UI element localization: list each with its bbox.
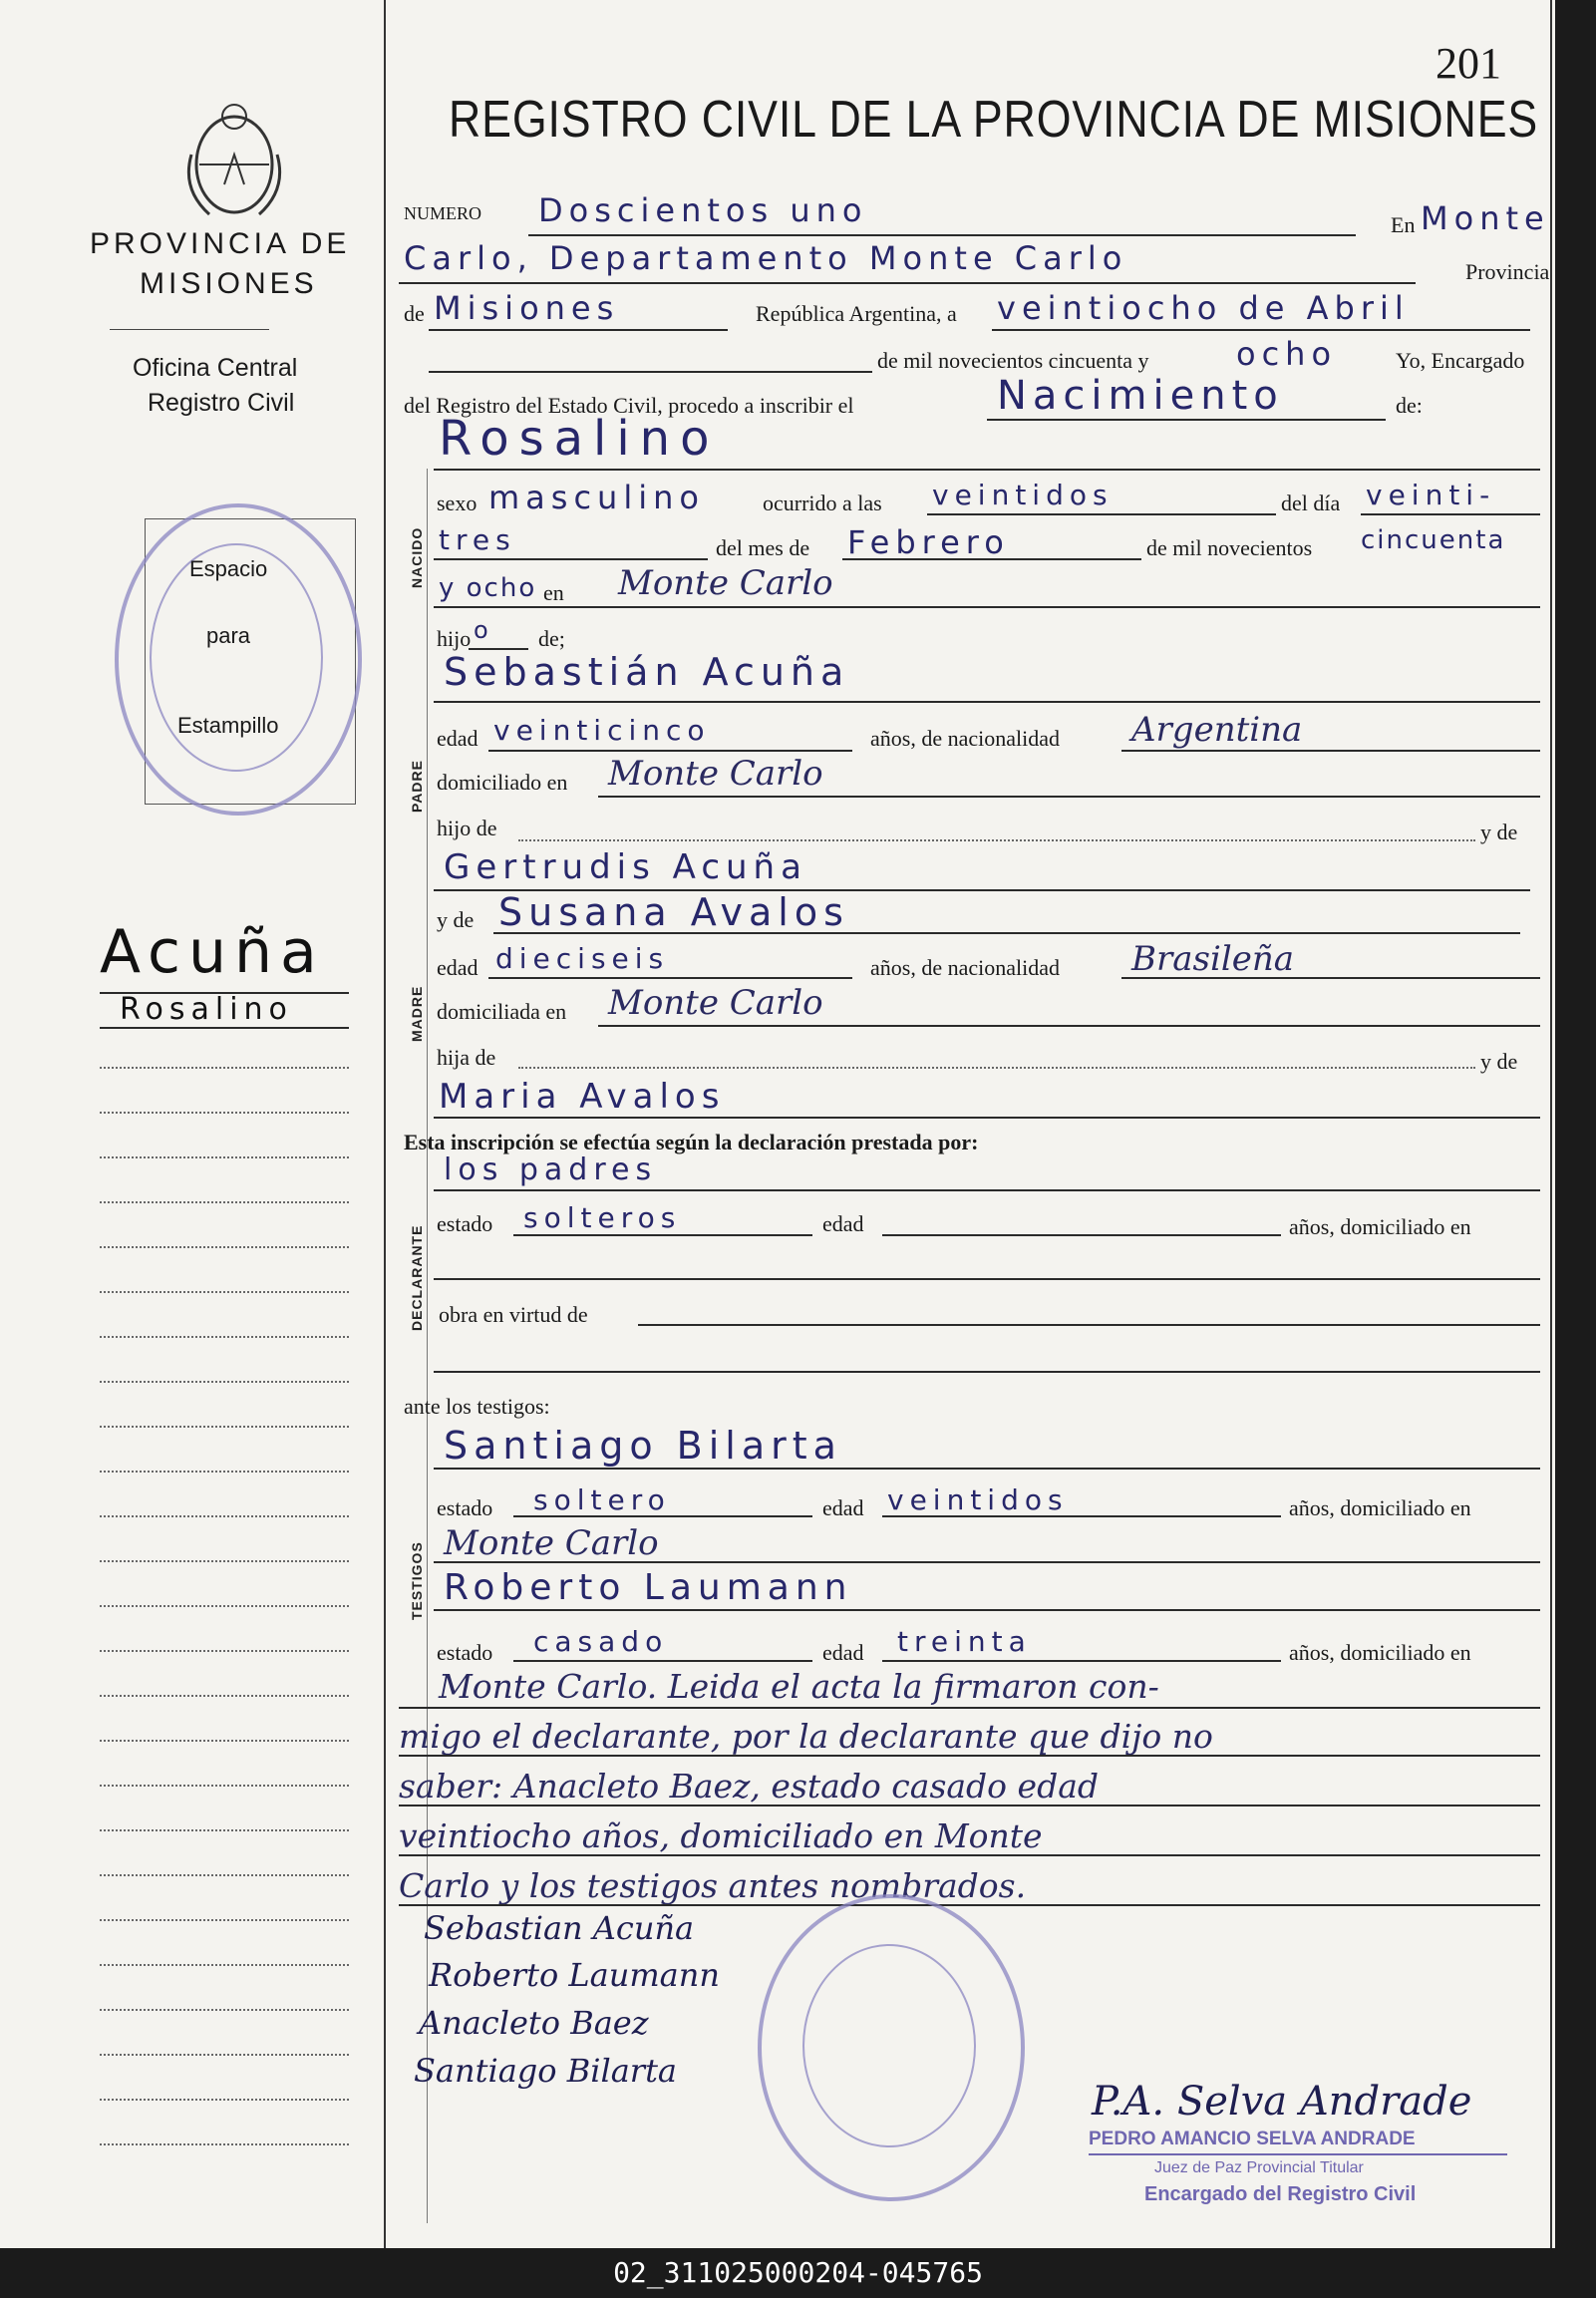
page-title: REGISTRO CIVIL DE LA PROVINCIA DE MISIONES: [449, 91, 1539, 149]
provincia-label: Provincia: [1465, 259, 1550, 284]
lugar-en-label: en: [543, 580, 564, 605]
sidebar-given-name: Rosalino: [120, 992, 293, 1027]
testigo1-edad-label: edad: [822, 1495, 864, 1520]
declarante-estado-value: solteros: [523, 1201, 682, 1234]
official-role: Juez de Paz Provincial Titular: [1154, 2159, 1364, 2176]
republica-label: República Argentina, a: [756, 301, 957, 326]
section-declarante: DECLARANTE: [409, 1224, 425, 1331]
sexo-value: masculino: [488, 479, 705, 516]
locality-value: Carlo, Departamento Monte Carlo: [404, 239, 1128, 277]
left-margin-line: [384, 0, 386, 2248]
sexo-label: sexo: [437, 491, 478, 515]
registro-label: del Registro del Estado Civil, procedo a inscribir el: [404, 393, 854, 418]
stamp-space-label-1: Espacio: [189, 556, 268, 581]
dia-value: veinti-: [1366, 479, 1496, 511]
madre-anios-label: años, de nacionalidad: [870, 955, 1060, 980]
padre-edad-label: edad: [437, 726, 479, 751]
padre-y-de-label: y de: [1480, 820, 1518, 844]
madre-nombre: Susana Avalos: [498, 890, 849, 934]
province-label: PROVINCIA DE: [90, 227, 351, 260]
mes-label: del mes de: [716, 535, 810, 560]
sidebar-ruling: [100, 1067, 349, 1069]
madre-y-de-label: y de: [437, 907, 475, 932]
official-office: Encargado del Registro Civil: [1144, 2183, 1417, 2205]
stamp-space-label-3: Estampillo: [177, 713, 279, 738]
de-colon-label: de:: [1396, 393, 1423, 418]
testigo2-edad-value: treinta: [897, 1625, 1032, 1658]
signature-witness1: Santiago Bilarta: [414, 2052, 677, 2090]
mes-value: Febrero: [847, 523, 1010, 561]
madre-edad-value: dieciseis: [495, 942, 670, 975]
testigo2-estado-value: casado: [533, 1625, 669, 1658]
madre-domicilio-label: domiciliada en: [437, 999, 567, 1024]
dia-value-cont: tres: [439, 523, 516, 556]
testigo1-anios-dom-label: años, domiciliado en: [1289, 1495, 1471, 1520]
testigo1-edad-value: veintidos: [887, 1483, 1069, 1516]
office-sublabel: Registro Civil: [148, 389, 295, 417]
right-margin-line: [1550, 0, 1552, 2248]
hijo-label: hijo: [437, 626, 472, 651]
office-label: Oficina Central: [133, 354, 298, 382]
madre-madre-nombre: Maria Avalos: [439, 1077, 726, 1117]
en-label: En: [1391, 212, 1416, 237]
padre-hijo-de-label: hijo de: [437, 816, 497, 840]
dia-label: del día: [1281, 491, 1341, 515]
registrant-name: Rosalino: [439, 411, 720, 467]
signature-declarant: Anacleto Baez: [419, 2004, 649, 2042]
remarks-line-5: Carlo y los testigos antes nombrados.: [399, 1866, 1027, 1905]
anio-value-cont: y ocho: [439, 573, 537, 603]
padre-nacionalidad: Argentina: [1131, 710, 1303, 750]
signature-father: Sebastian Acuña: [424, 1909, 695, 1947]
province-value: Misiones: [434, 289, 620, 327]
remarks-line-1: Monte Carlo. Leida el acta la firmaron con-: [439, 1667, 1159, 1706]
ante-testigos-label: ante los testigos:: [404, 1394, 550, 1419]
numero-value: Doscientos uno: [538, 191, 868, 229]
official-signature: P.A. Selva Andrade: [1092, 2079, 1472, 2125]
testigo1-nombre: Santiago Bilarta: [444, 1424, 842, 1468]
padre-madre-nombre: Gertrudis Acuña: [444, 847, 807, 887]
declarante-estado-label: estado: [437, 1211, 493, 1236]
padre-nombre: Sebastián Acuña: [444, 650, 850, 694]
section-padre: PADRE: [409, 760, 425, 813]
testigo1-domicilio: Monte Carlo: [444, 1523, 659, 1563]
padre-edad-value: veinticinco: [493, 714, 711, 747]
hora-value: veintidos: [932, 479, 1114, 511]
remarks-line-3: saber: Anacleto Baez, estado casado edad: [399, 1767, 1099, 1806]
signature-witness2: Roberto Laumann: [429, 1956, 720, 1994]
madre-nacionalidad: Brasileña: [1131, 939, 1294, 979]
official-name: PEDRO AMANCIO SELVA ANDRADE: [1089, 2129, 1416, 2149]
year-label: de mil novecientos cincuenta y: [877, 348, 1149, 373]
remarks-line-4: veintiocho años, domiciliado en Monte: [399, 1816, 1043, 1855]
ocurrido-label: ocurrido a las: [763, 491, 882, 515]
declarante-nombre: los padres: [444, 1152, 658, 1187]
section-madre: MADRE: [409, 985, 425, 1042]
madre-edad-label: edad: [437, 955, 479, 980]
padre-anios-label: años, de nacionalidad: [870, 726, 1060, 751]
section-nacido: NACIDO: [409, 526, 425, 588]
section-divider: [427, 469, 428, 2223]
section-testigos: TESTIGOS: [409, 1541, 425, 1620]
numero-label: NUMERO: [404, 203, 482, 223]
obra-label: obra en virtud de: [439, 1302, 588, 1327]
testigo2-nombre: Roberto Laumann: [444, 1567, 853, 1608]
madre-domicilio: Monte Carlo: [608, 983, 823, 1023]
testigo1-estado-value: soltero: [533, 1483, 671, 1516]
madre-hija-de-label: hija de: [437, 1045, 496, 1070]
declarante-anios-dom-label: años, domiciliado en: [1289, 1214, 1471, 1239]
hijo-value: o: [474, 616, 494, 644]
stamp-space-label-2: para: [206, 623, 251, 648]
coat-of-arms-icon: [179, 95, 289, 224]
padre-domicilio-label: domiciliado en: [437, 770, 568, 795]
en-value: Monte: [1421, 199, 1550, 237]
remarks-line-2: migo el declarante, por la declarante que dijo no: [399, 1717, 1213, 1756]
anio-value: cincuenta: [1361, 525, 1506, 555]
declarante-edad-label: edad: [822, 1211, 864, 1236]
date-value: veintiocho de Abril: [997, 289, 1410, 327]
testigo2-estado-label: estado: [437, 1640, 493, 1665]
lugar-value: Monte Carlo: [618, 563, 833, 603]
province-name: MISIONES: [140, 267, 318, 300]
year-value: ocho: [1236, 335, 1338, 373]
testigo1-estado-label: estado: [437, 1495, 493, 1520]
madre-y-de2-label: y de: [1480, 1049, 1518, 1074]
de-label: de: [404, 301, 425, 326]
document-code-footer: 02_311025000204-045765: [0, 2248, 1596, 2298]
declaracion-label: Esta inscripción se efectúa según la declaración prestada por:: [404, 1130, 979, 1154]
anio-label: de mil novecientos: [1146, 535, 1313, 560]
sidebar-surname: Acuña: [100, 917, 325, 987]
act-type-value: Nacimiento: [997, 373, 1284, 419]
hijo-de-label: de;: [538, 626, 565, 651]
padre-domicilio: Monte Carlo: [608, 754, 823, 794]
testigo2-edad-label: edad: [822, 1640, 864, 1665]
yo-label: Yo, Encargado: [1396, 348, 1525, 373]
testigo2-anios-dom-label: años, domiciliado en: [1289, 1640, 1471, 1665]
sidebar-divider: [110, 329, 269, 330]
page-number: 201: [1436, 39, 1501, 88]
